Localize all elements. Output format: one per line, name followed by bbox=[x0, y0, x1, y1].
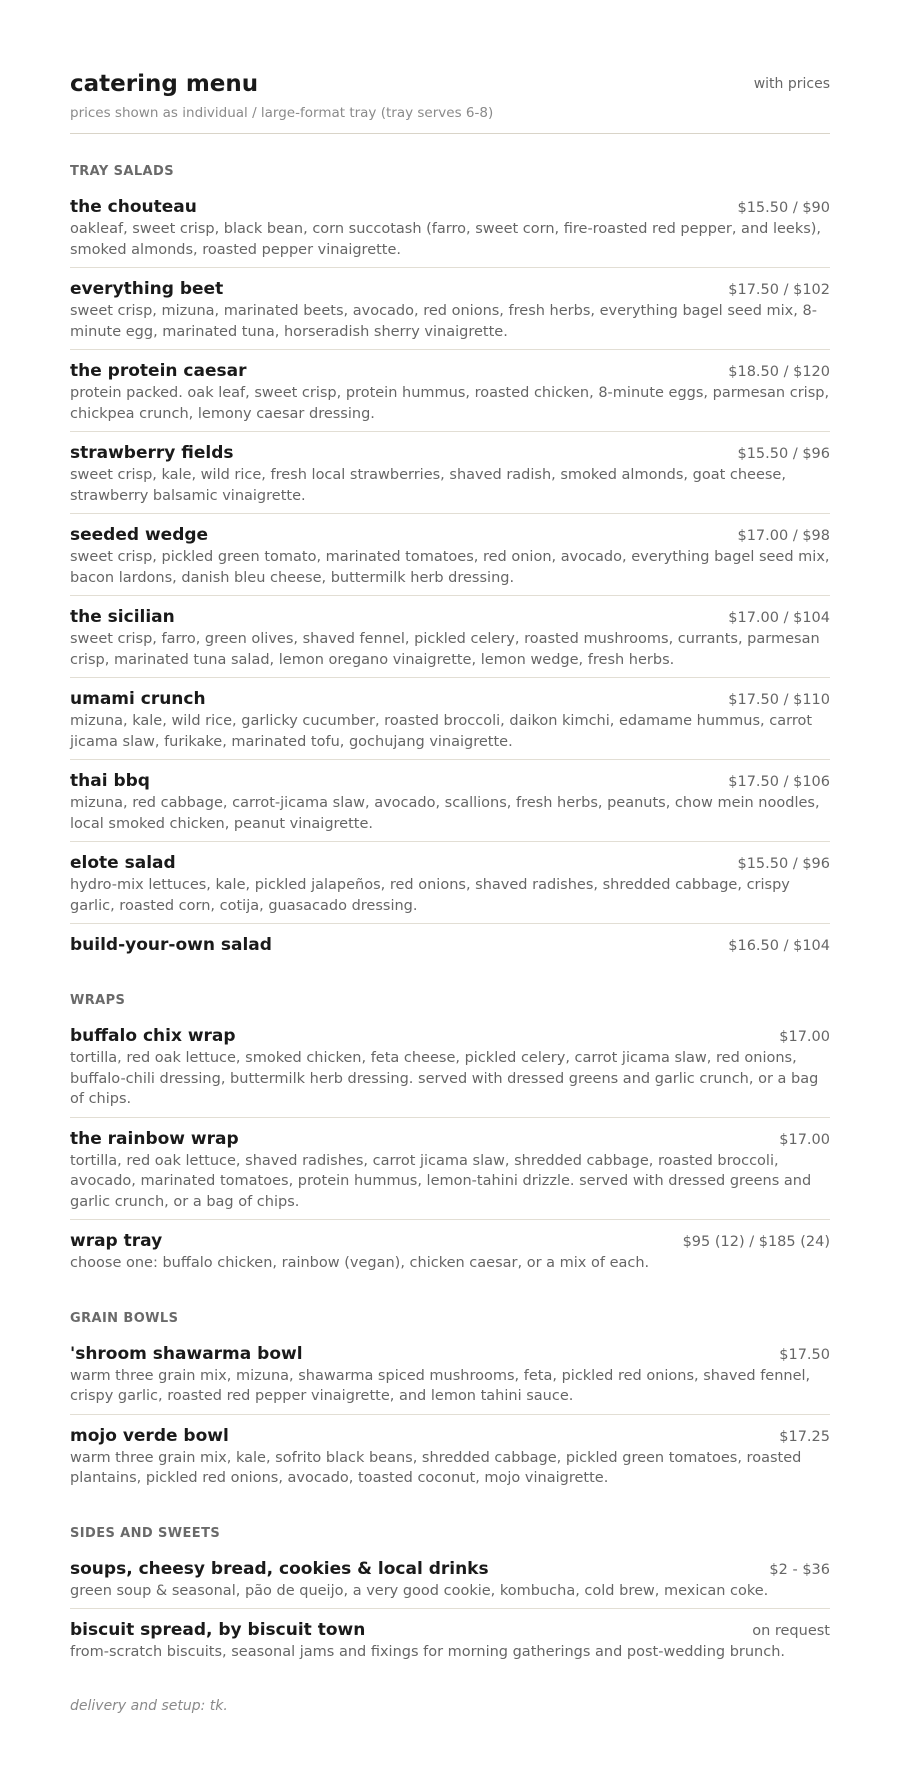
menu-item-description: mizuna, kale, wild rice, garlicky cucumber, roasted broccoli, daikon kimchi, edamame hummus, carrot jicama slaw, furikake, marinated tofu, gochujang vinaigrette. bbox=[70, 713, 813, 750]
menu-item-header bbox=[70, 524, 830, 546]
menu-item-header bbox=[70, 606, 830, 628]
menu-item-price: $17.25 bbox=[779, 1428, 830, 1445]
footer-note: delivery and setup: tk. bbox=[70, 1697, 228, 1714]
menu-item-price: $16.50 / $104 bbox=[728, 938, 830, 954]
menu-item-header bbox=[70, 852, 830, 874]
menu-item-description: choose one: buffalo chicken, rainbow (vegan), chicken caesar, or a mix of each. bbox=[70, 1255, 650, 1271]
menu-item-list bbox=[70, 1025, 830, 1281]
section-title: SIDES AND SWEETS bbox=[70, 1525, 221, 1541]
menu-item-price: on request bbox=[752, 1623, 830, 1639]
menu-item-name: 'shroom shawarma bowl bbox=[70, 1343, 303, 1364]
with-prices-label: with prices bbox=[753, 76, 830, 92]
menu-item-description: green soup & seasonal, pão de queijo, a very good cookie, kombucha, cold brew, mexican coke. bbox=[70, 1582, 769, 1599]
menu-item bbox=[70, 924, 830, 963]
menu-item-name: elote salad bbox=[70, 853, 176, 873]
menu-item-description: mizuna, red cabbage, carrot-jicama slaw, avocado, scallions, fresh herbs, peanuts, chow mein noodles, local smoked chicken, peanut vinaigrette. bbox=[70, 795, 820, 832]
menu-item bbox=[70, 514, 830, 596]
menu-item-description: sweet crisp, farro, green olives, shaved fennel, pickled celery, roasted mushrooms, currants, parmesan crisp, marinated tuna salad, lemon oregano vinaigrette, lemon wedge, fresh herbs. bbox=[70, 631, 820, 668]
menu-item bbox=[70, 678, 830, 760]
menu-item-header bbox=[70, 442, 830, 464]
menu-header bbox=[70, 70, 830, 134]
section-title: GRAIN BOWLS bbox=[70, 1310, 179, 1326]
menu-item bbox=[70, 350, 830, 432]
menu-item-name: mojo verde bowl bbox=[70, 1425, 229, 1446]
menu-item bbox=[70, 1220, 830, 1281]
menu-item bbox=[70, 760, 830, 842]
section-title: TRAY SALADS bbox=[70, 164, 174, 179]
menu-item-list bbox=[70, 196, 830, 963]
menu-item-name: seeded wedge bbox=[70, 525, 209, 545]
menu-item-header bbox=[70, 1619, 830, 1641]
menu-item-price: $18.50 / $120 bbox=[728, 364, 830, 380]
menu-item bbox=[70, 268, 830, 350]
menu-item-name: the sicilian bbox=[70, 607, 175, 627]
menu-item-description: sweet crisp, kale, wild rice, fresh local strawberries, shaved radish, smoked almonds, goat cheese, strawberry balsamic vinaigrette. bbox=[70, 467, 786, 504]
menu-item-name: the protein caesar bbox=[70, 361, 247, 381]
menu-item-name: wrap tray bbox=[70, 1231, 163, 1251]
section-title: WRAPS bbox=[70, 993, 126, 1008]
menu-item-header bbox=[70, 688, 830, 710]
menu-item-price: $95 (12) / $185 (24) bbox=[682, 1234, 830, 1250]
menu-item-header bbox=[70, 1558, 830, 1580]
menu-item bbox=[70, 432, 830, 514]
menu-item-header bbox=[70, 934, 830, 956]
menu-item-price: $17.00 / $98 bbox=[737, 528, 830, 544]
menu-item-price: $17.50 bbox=[779, 1346, 830, 1363]
menu-item bbox=[70, 596, 830, 678]
menu-section-grain-bowls bbox=[70, 1311, 830, 1496]
page-title: catering menu bbox=[70, 71, 259, 97]
menu-item-name: thai bbq bbox=[70, 771, 150, 791]
menu-section-wraps bbox=[70, 993, 830, 1281]
menu-item-price: $15.50 / $90 bbox=[737, 200, 830, 216]
menu-item bbox=[70, 1558, 830, 1610]
menu-item-description: sweet crisp, mizuna, marinated beets, avocado, red onions, fresh herbs, everything bagel seed mix, 8-minute egg, marinated tuna, horseradish sherry vinaigrette. bbox=[70, 303, 817, 340]
menu-item-name: the chouteau bbox=[70, 197, 197, 217]
page-subtitle: prices shown as individual / large-format tray (tray serves 6-8) bbox=[70, 105, 494, 121]
menu-item bbox=[70, 1343, 830, 1415]
menu-item-description: tortilla, red oak lettuce, shaved radishes, carrot jicama slaw, shredded cabbage, roasted broccoli, avocado, marinated tomatoes, protein hummus, lemon-tahini drizzle. served with dressed greens and garlic crunch, or a bag of chips. bbox=[70, 1152, 812, 1210]
menu-item-header bbox=[70, 360, 830, 382]
menu-item bbox=[70, 842, 830, 924]
menu-item bbox=[70, 196, 830, 268]
menu-item-price: $17.00 / $104 bbox=[728, 610, 830, 626]
menu-item-description: oakleaf, sweet crisp, black bean, corn succotash (farro, sweet corn, fire-roasted red pepper, and leeks), smoked almonds, roasted pepper vinaigrette. bbox=[70, 221, 822, 258]
menu-section-sides-and-sweets bbox=[70, 1526, 830, 1670]
menu-item-description: hydro-mix lettuces, kale, pickled jalapeños, red onions, shaved radishes, shredded cabbage, crispy garlic, roasted corn, cotija, guasacado dressing. bbox=[70, 877, 790, 914]
menu-item-price: $15.50 / $96 bbox=[737, 446, 830, 462]
menu-item bbox=[70, 1609, 830, 1670]
menu-item-description: tortilla, red oak lettuce, smoked chicken, feta cheese, pickled celery, carrot jicama slaw, red onions, buffalo-chili dressing, buttermilk herb dressing. served with dressed greens and garlic crunch, or a bag of chips. bbox=[70, 1050, 819, 1107]
menu-item-header bbox=[70, 196, 830, 218]
menu-item-name: umami crunch bbox=[70, 689, 206, 709]
menu-item-name: biscuit spread, by biscuit town bbox=[70, 1620, 366, 1640]
menu-item-name: everything beet bbox=[70, 279, 224, 299]
menu-item-description: sweet crisp, pickled green tomato, marinated tomatoes, red onion, avocado, everything bagel seed mix, bacon lardons, danish bleu cheese, buttermilk herb dressing. bbox=[70, 549, 830, 586]
menu-item-header bbox=[70, 770, 830, 792]
menu-item-price: $17.00 bbox=[779, 1131, 830, 1148]
menu-item-name: soups, cheesy bread, cookies & local drinks bbox=[70, 1558, 489, 1579]
menu-item-header bbox=[70, 1230, 830, 1252]
menu-item bbox=[70, 1415, 830, 1496]
menu-item-price: $17.00 bbox=[779, 1029, 830, 1045]
menu-item-price: $15.50 / $96 bbox=[737, 856, 830, 872]
menu-item-price: $2 - $36 bbox=[769, 1561, 830, 1578]
menu-item-header bbox=[70, 1025, 830, 1047]
menu-item-name: buffalo chix wrap bbox=[70, 1026, 236, 1046]
menu-item bbox=[70, 1118, 830, 1221]
menu-item-price: $17.50 / $106 bbox=[728, 774, 830, 790]
menu-item-description: warm three grain mix, kale, sofrito black beans, shredded cabbage, pickled green tomatoes, roasted plantains, pickled red onions, avocado, toasted coconut, mojo vinaigrette. bbox=[70, 1449, 802, 1486]
menu-item-description: from-scratch biscuits, seasonal jams and fixings for morning gatherings and post-wedding brunch. bbox=[70, 1644, 786, 1660]
menu-item-name: the rainbow wrap bbox=[70, 1128, 239, 1149]
menu-item-header bbox=[70, 1128, 830, 1150]
menu-item-description: warm three grain mix, mizuna, shawarma spiced mushrooms, feta, pickled red onions, shaved fennel, crispy garlic, roasted red pepper vinaigrette, and lemon tahini sauce. bbox=[70, 1367, 811, 1404]
menu-section-tray-salads bbox=[70, 164, 830, 963]
menu-item-header bbox=[70, 1425, 830, 1447]
menu-item-header bbox=[70, 278, 830, 300]
menu-item-list bbox=[70, 1343, 830, 1496]
menu-item-name: strawberry fields bbox=[70, 443, 234, 463]
menu-item-name: build-your-own salad bbox=[70, 935, 272, 955]
menu-item-header bbox=[70, 1343, 830, 1365]
menu-item-list bbox=[70, 1558, 830, 1670]
menu-item-price: $17.50 / $110 bbox=[728, 692, 830, 708]
menu-item-price: $17.50 / $102 bbox=[728, 282, 830, 298]
menu-item bbox=[70, 1025, 830, 1118]
menu-sections bbox=[70, 164, 830, 1670]
menu-item-description: protein packed. oak leaf, sweet crisp, protein hummus, roasted chicken, 8-minute eggs, parmesan crisp, chickpea crunch, lemony caesar dressing. bbox=[70, 385, 830, 422]
